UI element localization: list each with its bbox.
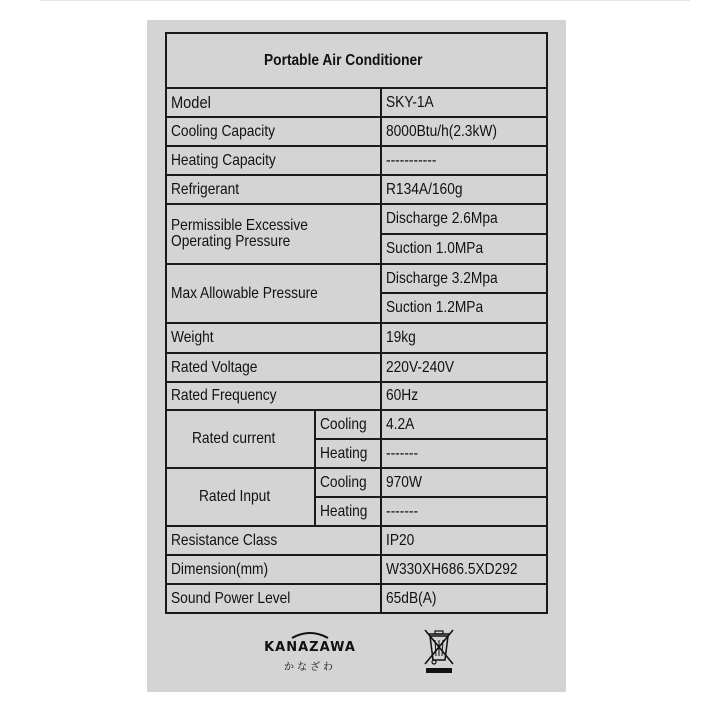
top-divider <box>40 0 690 1</box>
weight-label: Weight <box>171 329 214 346</box>
rated-current-heating-label: Heating <box>320 444 368 462</box>
logo-name: KANAZAWA <box>264 640 356 655</box>
permissible-pressure-label-line1: Permissible Excessive <box>171 217 308 234</box>
model-value: SKY-1A <box>386 93 434 111</box>
resistance-class-value: IP20 <box>386 531 415 549</box>
kanazawa-logo <box>255 630 365 673</box>
row-dimension <box>166 555 547 584</box>
rated-frequency-label: Rated Frequency <box>171 387 277 404</box>
dimension-label: Dimension(mm) <box>171 560 269 578</box>
permissible-suction-value: Suction 1.0MPa <box>386 240 484 257</box>
row-rated-frequency <box>166 382 547 410</box>
refrigerant-label: Refrigerant <box>171 180 240 198</box>
cooling-capacity-label: Cooling Capacity <box>171 122 276 140</box>
refrigerant-value: R134A/160g <box>386 180 463 198</box>
rated-input-heating-label: Heating <box>320 502 368 520</box>
crossed-out-bin-icon <box>419 626 459 679</box>
row-refrigerant <box>166 175 547 204</box>
max-pressure-label: Max Allowable Pressure <box>171 284 318 302</box>
rated-voltage-label: Rated Voltage <box>171 358 258 376</box>
weight-value: 19kg <box>386 329 416 346</box>
rated-voltage-value: 220V-240V <box>386 358 455 376</box>
spec-label-plate <box>147 20 566 692</box>
permissible-discharge-value: Discharge 2.6Mpa <box>386 210 498 227</box>
rated-current-label: Rated current <box>192 430 276 447</box>
sound-power-value: 65dB(A) <box>386 589 437 607</box>
spec-table <box>165 32 548 614</box>
row-cooling-capacity <box>166 117 547 146</box>
row-resistance-class <box>166 526 547 555</box>
rated-input-heating-value: ------- <box>386 502 419 520</box>
rated-frequency-value: 60Hz <box>386 387 419 404</box>
heating-capacity-label: Heating Capacity <box>171 151 276 169</box>
logo-japanese: かなざわ <box>284 662 336 673</box>
row-rated-input <box>166 468 547 497</box>
row-model <box>166 88 547 117</box>
sound-power-label: Sound Power Level <box>171 589 291 607</box>
max-suction-value: Suction 1.2MPa <box>386 299 484 316</box>
model-label: Model <box>171 92 211 112</box>
resistance-class-label: Resistance Class <box>171 531 278 549</box>
rated-current-cooling-label: Cooling <box>320 415 367 433</box>
rated-input-label: Rated Input <box>199 488 271 505</box>
row-max-pressure <box>166 264 547 293</box>
row-permissible-pressure <box>166 204 547 234</box>
heating-capacity-value: ----------- <box>386 151 437 169</box>
logo-mark-icon <box>290 630 330 639</box>
rated-input-cooling-value: 970W <box>386 473 422 491</box>
label-title: Portable Air Conditioner <box>166 33 547 88</box>
permissible-pressure-label-line2: Operating Pressure <box>171 233 291 250</box>
label-footer <box>165 624 546 684</box>
rated-current-heating-value: ------- <box>386 444 419 462</box>
rated-input-cooling-label: Cooling <box>320 473 367 491</box>
max-discharge-value: Discharge 3.2Mpa <box>386 269 498 287</box>
row-heating-capacity <box>166 146 547 175</box>
rated-current-cooling-value: 4.2A <box>386 415 415 433</box>
row-rated-voltage <box>166 353 547 382</box>
row-rated-current <box>166 410 547 439</box>
cooling-capacity-value: 8000Btu/h(2.3kW) <box>386 122 497 140</box>
dimension-value: W330XH686.5XD292 <box>386 560 518 578</box>
row-weight <box>166 323 547 353</box>
row-sound-power <box>166 584 547 613</box>
